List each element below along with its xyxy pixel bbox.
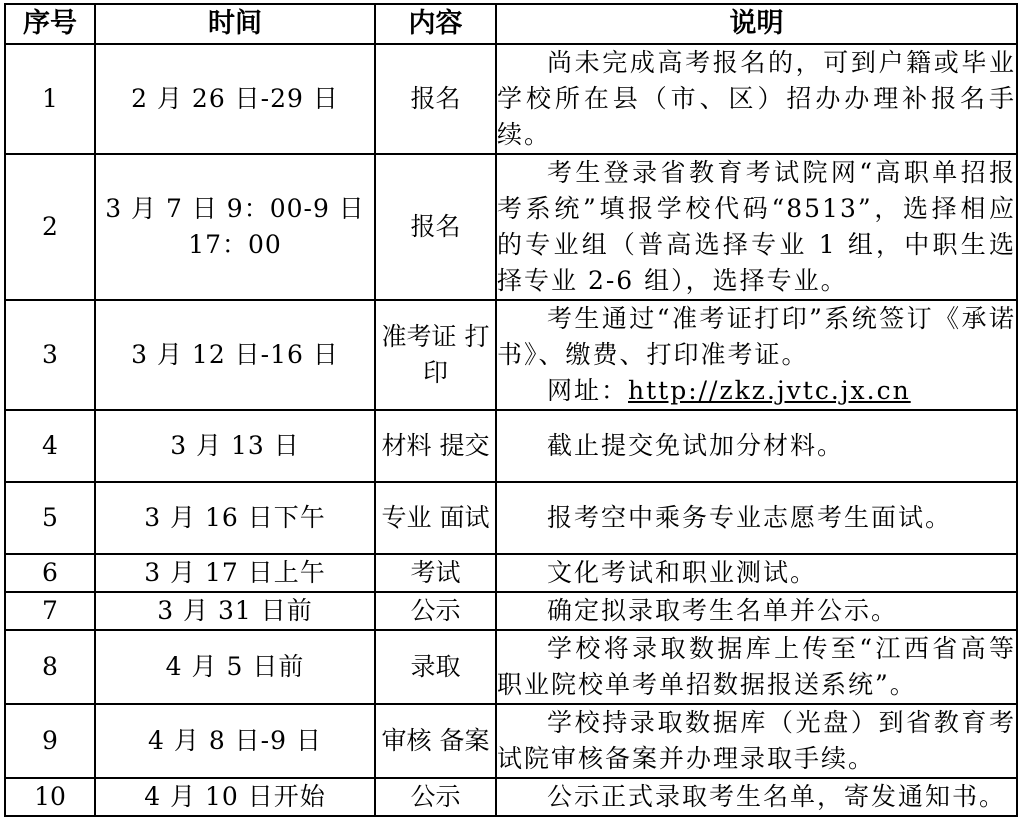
row-time: 3 月 31 日前 — [95, 592, 375, 630]
row-content: 公示 — [375, 778, 496, 816]
table-row — [5, 482, 1017, 554]
header-time: 时间 — [95, 4, 375, 44]
row-num: 1 — [5, 44, 95, 154]
header-row — [5, 4, 1017, 44]
row-content: 考试 — [375, 554, 496, 592]
table-row — [5, 554, 1017, 592]
row-desc: 确定拟录取考生名单并公示。 — [496, 592, 1017, 630]
row-time: 3 月 7 日 9：00-9 日 17：00 — [95, 154, 375, 300]
row-num: 7 — [5, 592, 95, 630]
row-content: 公示 — [375, 592, 496, 630]
row-time: 4 月 8 日-9 日 — [95, 704, 375, 778]
row-num: 9 — [5, 704, 95, 778]
row-num: 2 — [5, 154, 95, 300]
website-link[interactable]: http://zkz.jvtc.jx.cn — [628, 376, 911, 405]
row-desc: 文化考试和职业测试。 — [496, 554, 1017, 592]
row-content: 录取 — [375, 630, 496, 704]
row-desc: 考生登录省教育考试院网“高职单招报考系统”填报学校代码“8513”，选择相应的专业组（普高选择专业 1 组，中职生选择专业 2-6 组），选择专业。 — [496, 154, 1017, 300]
row-time: 2 月 26 日-29 日 — [95, 44, 375, 154]
row-desc: 学校持录取数据库（光盘）到省教育考试院审核备案并办理录取手续。 — [496, 704, 1017, 778]
table-row — [5, 154, 1017, 300]
row-desc: 尚未完成高考报名的，可到户籍或毕业学校所在县（市、区）招办办理补报名手续。 — [496, 44, 1017, 154]
website-line: 网址：http://zkz.jvtc.jx.cn — [547, 376, 911, 405]
row-desc: 截止提交免试加分材料。 — [496, 410, 1017, 482]
table-row — [5, 704, 1017, 778]
row-time: 3 月 17 日上午 — [95, 554, 375, 592]
header-num: 序号 — [5, 4, 95, 44]
row-time: 3 月 12 日-16 日 — [95, 300, 375, 410]
row-num: 5 — [5, 482, 95, 554]
row-time: 4 月 5 日前 — [95, 630, 375, 704]
row-num: 10 — [5, 778, 95, 816]
row-content: 专业 面试 — [375, 482, 496, 554]
row-num: 6 — [5, 554, 95, 592]
row-content: 准考证 打印 — [375, 300, 496, 410]
row-desc: 考生通过“准考证打印”系统签订《承诺书》、缴费、打印准考证。 网址：http://zkz.jvtc.jx.cn — [496, 300, 1017, 410]
row-num: 4 — [5, 410, 95, 482]
row-content: 材料 提交 — [375, 410, 496, 482]
row-num: 8 — [5, 630, 95, 704]
header-content: 内容 — [375, 4, 496, 44]
row-time: 3 月 13 日 — [95, 410, 375, 482]
row-content: 审核 备案 — [375, 704, 496, 778]
row-content: 报名 — [375, 44, 496, 154]
table-row — [5, 44, 1017, 154]
table-row — [5, 778, 1017, 816]
schedule-table — [4, 3, 1018, 817]
row-num: 3 — [5, 300, 95, 410]
row-desc: 学校将录取数据库上传至“江西省高等职业院校单考单招数据报送系统”。 — [496, 630, 1017, 704]
row-desc: 公示正式录取考生名单，寄发通知书。 — [496, 778, 1017, 816]
table-row — [5, 630, 1017, 704]
row-desc: 报考空中乘务专业志愿考生面试。 — [496, 482, 1017, 554]
table-row — [5, 592, 1017, 630]
row-content: 报名 — [375, 154, 496, 300]
row-time: 3 月 16 日下午 — [95, 482, 375, 554]
row-time: 4 月 10 日开始 — [95, 778, 375, 816]
header-desc: 说明 — [496, 4, 1017, 44]
table-row — [5, 410, 1017, 482]
table-row — [5, 300, 1017, 410]
